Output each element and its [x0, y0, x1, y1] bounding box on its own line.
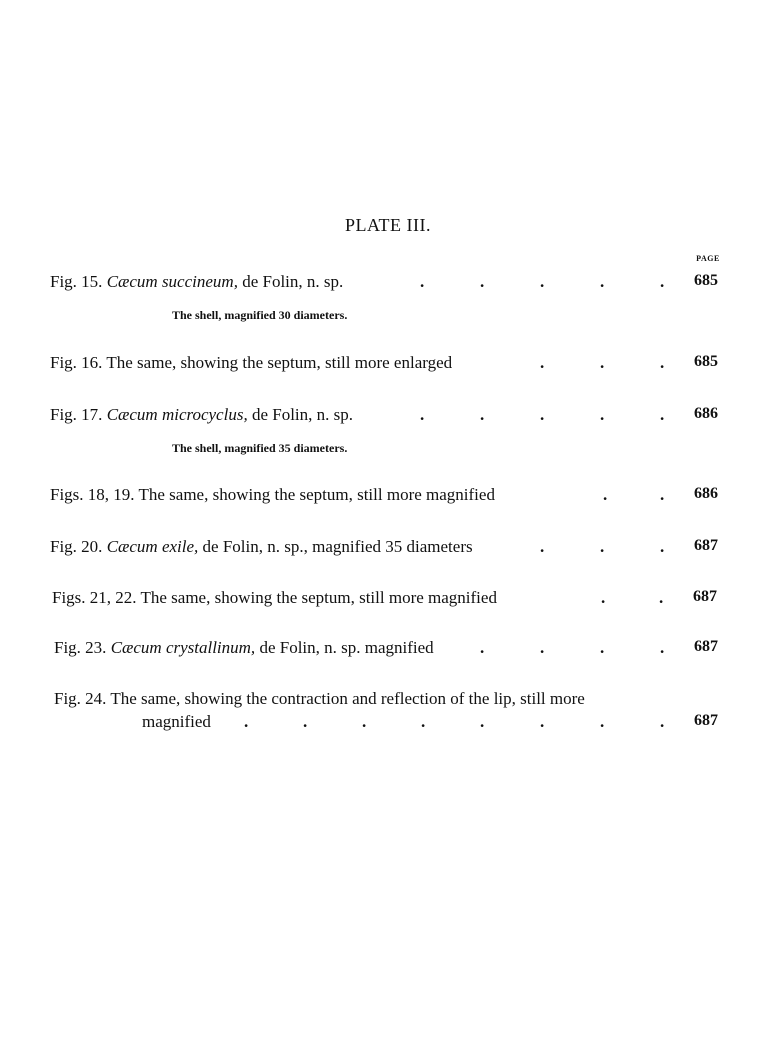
figure-entry-continuation: [0, 712, 776, 734]
leader-dot: .: [540, 353, 545, 372]
page-number: 685: [694, 272, 718, 289]
figure-entry: [0, 537, 776, 559]
leader-dot: .: [480, 638, 485, 657]
leader-dot: .: [600, 405, 605, 424]
leader-dot: .: [600, 638, 605, 657]
figure-number: Fig. 15.: [50, 272, 103, 291]
entry-description: The same, showing the septum, still more enlarged: [102, 353, 453, 372]
leader-dot: .: [600, 712, 605, 731]
leader-dot: .: [480, 272, 485, 291]
figure-number: Fig. 24.: [54, 689, 107, 708]
plate-title: PLATE III.: [345, 215, 431, 235]
figure-entry: [0, 272, 776, 294]
leader-dot: .: [540, 405, 545, 424]
entry-description: The same, showing the contraction and reflection of the lip, still more: [106, 689, 585, 708]
entry-description: de Folin, n. sp.: [237, 272, 344, 291]
species-name: Cæcum succineum,: [106, 272, 238, 291]
leader-dot: .: [303, 712, 308, 731]
entry-description: de Folin, n. sp.: [247, 405, 354, 424]
figure-entry: [0, 353, 776, 375]
leader-dot: .: [244, 712, 249, 731]
figure-number: Fig. 16.: [50, 353, 103, 372]
leader-dot: .: [600, 272, 605, 291]
leader-dot: .: [540, 638, 545, 657]
leader-dot: .: [362, 712, 367, 731]
leader-dot: .: [600, 537, 605, 556]
leader-dot: .: [659, 588, 664, 607]
leader-dot: .: [601, 588, 606, 607]
leader-dot: .: [480, 405, 485, 424]
figure-number: Fig. 23.: [54, 638, 107, 657]
page-number: 686: [694, 405, 718, 422]
figure-note: The shell, magnified 30 diameters.: [172, 308, 348, 322]
page-number: 686: [694, 485, 718, 502]
page-number: 687: [694, 712, 718, 729]
leader-dot: .: [603, 485, 608, 504]
species-name: Cæcum crystallinum,: [110, 638, 256, 657]
leader-dot: .: [660, 272, 665, 291]
figure-number: Fig. 17.: [50, 405, 103, 424]
leader-dot: .: [420, 272, 425, 291]
leader-dot: .: [421, 712, 426, 731]
page-number: 687: [693, 588, 717, 605]
species-name: Cæcum exile,: [106, 537, 199, 556]
leader-dot: .: [660, 405, 665, 424]
entry-description: de Folin, n. sp. magnified: [255, 638, 434, 657]
figure-number: Fig. 20.: [50, 537, 103, 556]
leader-dot: .: [660, 353, 665, 372]
entry-description: The same, showing the septum, still more magnified: [134, 485, 495, 504]
figure-entry: [0, 485, 776, 507]
figure-entry: [0, 689, 776, 711]
leader-dot: .: [660, 537, 665, 556]
figure-number: Figs. 18, 19.: [50, 485, 135, 504]
leader-dot: .: [420, 405, 425, 424]
figure-note: The shell, magnified 35 diameters.: [172, 441, 348, 455]
figure-entry: [0, 588, 776, 610]
leader-dot: .: [660, 485, 665, 504]
figure-number: Figs. 21, 22.: [52, 588, 137, 607]
entry-description-continuation: magnified: [142, 712, 211, 731]
figure-entry: [0, 638, 776, 660]
page-number: 687: [694, 537, 718, 554]
leader-dot: .: [540, 712, 545, 731]
species-name: Cæcum microcyclus,: [106, 405, 248, 424]
leader-dot: .: [660, 638, 665, 657]
leader-dot: .: [540, 537, 545, 556]
leader-dot: .: [480, 712, 485, 731]
page-column-header: PAGE: [696, 254, 720, 263]
leader-dot: .: [600, 353, 605, 372]
entry-description: de Folin, n. sp., magnified 35 diameters: [198, 537, 473, 556]
leader-dot: .: [660, 712, 665, 731]
leader-dot: .: [540, 272, 545, 291]
page-number: 687: [694, 638, 718, 655]
page-number: 685: [694, 353, 718, 370]
entry-description: The same, showing the septum, still more magnified: [136, 588, 497, 607]
figure-entry: [0, 405, 776, 427]
